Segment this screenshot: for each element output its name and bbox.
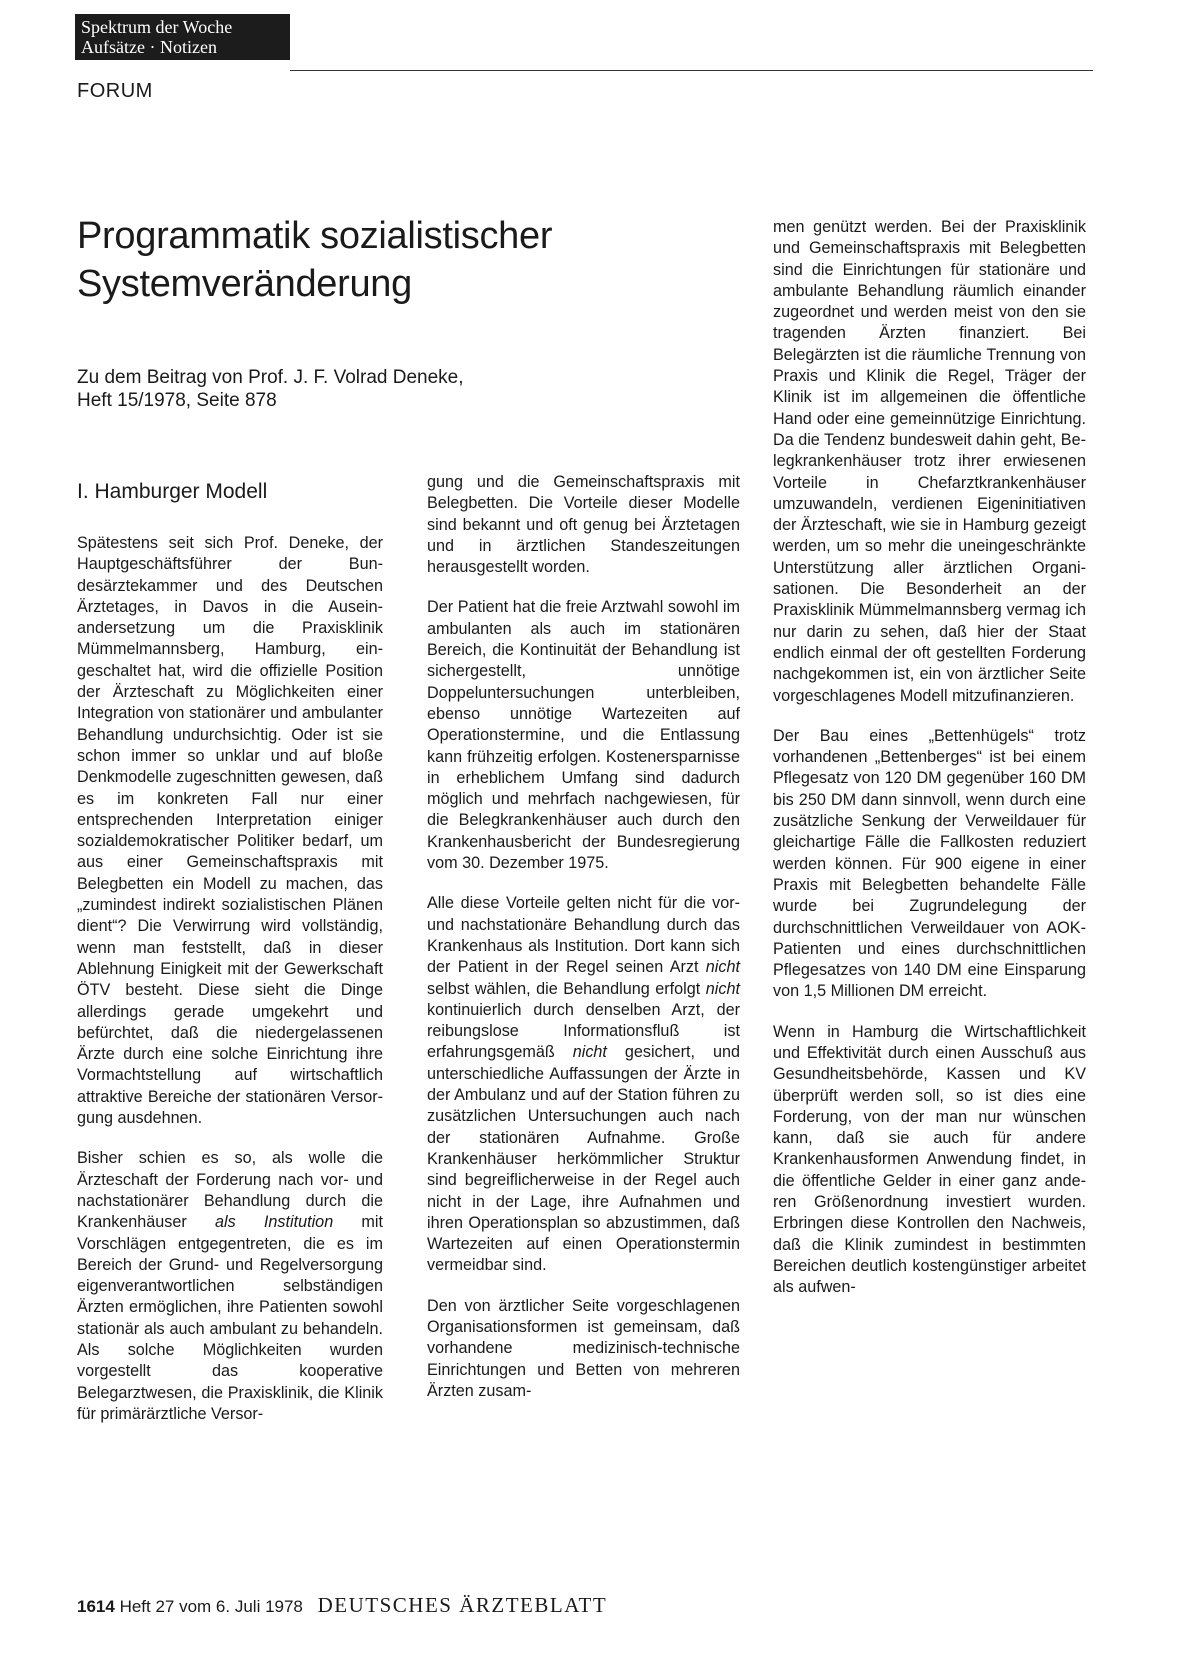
paragraph: [77, 1148, 383, 1425]
paragraph: men genützt werden. Bei der Praxisklinik und Gemeinschaftspraxis mit Belegbetten sind die Einrichtungen für stationäre und ambulante Behandlung räumlich einander zugeordnet und werden meist von den sie tragenden Ärzten finanziert. Bei Belegärzten ist die räumliche Trennung von Praxis und Klinik die Regel, Träger der Klinik ist im allgemeinen die öffentliche Hand oder eine gemeinnützige Einrichtung. Da die Tendenz bundesweit dahin geht, Belegkrankenhäuser trotz ihrer erwiesenen Vorteile in Chefarztkrankenhäuser umzuwandeln, verdienen Eigeninitiativen der Ärzteschaft, wie sie in Hamburg gezeigt werden, um so mehr die uneingeschränkte Unterstützung aller ärztlichen Organisationen. Die Besonderheit an der Praxisklinik Mümmelmannsberg vermag ich nur darin zu sehen, daß hier der Staat endlich einmal der oft gestellten Forderung nachgekommen ist, ein von ärztlicher Seite vorgeschlagenes Modell mitzufinanzieren.: [773, 218, 1086, 705]
paragraph: Spätestens seit sich Prof. Deneke, der Hauptgeschäftsführer der Bundesärztekammer und des Deutschen Ärztetages, in Davos in die Auseinandersetzung um die Praxisklinik Mümmelmannsberg, Hamburg, eingeschaltet hat, wird die offizielle Position der Ärzteschaft zu Möglichkeiten einer Integration von stationärer und ambulanter Behandlung undurchsichtig. Oder ist sie schon immer so unklar und auf bloße Denkmodelle zugeschnitten gewesen, daß es im konkreten Fall nur einer entsprechenden Interpretation einiger sozialdemokratischer Politiker bedarf, um aus einer Gemeinschaftspraxis mit Belegbetten ein Modell zu machen, das „zumindest indirekt sozialistischen Plänen dient“? Die Verwirrung wird vollständig, wenn man feststellt, daß in dieser Ablehnung Einigkeit mit der Gewerkschaft ÖTV besteht. Diese sieht die Dinge allerdings gerade umgekehrt und befürchtet, daß die niedergelassenen Ärzte durch eine solche Einrichtung ihre Vormachtstellung auf wirtschaftlich attraktive Bereiche der stationären Versorgung ausdehnen.: [77, 534, 383, 1128]
text-span: selbst wählen, die Behandlung erfolgt: [427, 979, 706, 998]
text-span: Bisher schien es so, als wolle die Ärzteschaft der Forderung nach vor- und nachstationärer Behandlung durch die Krankenhäuser: [77, 1149, 383, 1232]
article-subtitle: [77, 366, 637, 412]
section-badge: [75, 14, 290, 60]
subtitle-line2: Heft 15/1978, Seite 878: [77, 390, 277, 411]
subtitle-line1: Zu dem Beitrag von Prof. J. F. Volrad Deneke,: [77, 367, 464, 388]
title-line2: Systemveränderung: [77, 263, 412, 305]
paragraph: Wenn in Hamburg die Wirtschaftlichkeit und Effektivität durch einen Ausschuß aus Gesundheitsbehörde, Kassen und KV überprüft werden soll, so ist dies eine Forderung, von der man nur wünschen kann, daß sie auch für andere Krankenhausformen Anwendung findet, in die öffentliche Gelder in einer ganz anderen Größenordnung investiert wurden. Erbringen diese Kontrollen den Nachweis, daß die Klinik zumindest in bestimmten Bereichen deutlich kostengünstiger arbeitet als aufwen-: [773, 1022, 1086, 1297]
rubric-label: FORUM: [77, 80, 153, 102]
issue-info: Heft 27 vom 6. Juli 1978: [119, 1597, 303, 1616]
section-heading: I. Hamburger Modell: [77, 480, 268, 503]
section-badge-line1: Spektrum der Woche: [81, 17, 233, 37]
text-column-3: [773, 217, 1086, 1318]
paragraph: Der Patient hat die freie Arztwahl sowohl im ambulanten als auch im stationären Bereich, die Kontinuität der Behandlung ist sichergestellt, unnötige Doppeluntersuchungen unterbleiben, ebenso unnötige Wartezeiten auf Operationstermine, und die Entlassung kann frühzeitig erfolgen. Kostenersparnisse in erheblichem Umfang sind dadurch möglich und mehrfach nachgewiesen, für die Belegkrankenhäuser auch durch den Krankenhausbericht der Bundesregierung vom 30. Dezember 1975.: [427, 598, 740, 873]
emphasis: nicht: [705, 958, 740, 977]
emphasis: nicht: [705, 979, 740, 998]
title-line1: Programmatik sozialistischer: [77, 215, 553, 257]
text-span: gesichert, und unterschiedliche Auffassungen der Ärzte in der Ambulanz und auf der Station führen zu zusätzlichen Untersuchungen auch nach der stationären Aufnahme. Große Krankenhäuser herkömmlicher Struktur sind begreiflicherweise in der Regel auch nicht in der Lage, ihre Aufnahmen und ihren Operationsplan so abzustimmen, daß Wartezeiten auf einen Operationstermin vermeidbar sind.: [427, 1043, 740, 1275]
text-span: Alle diese Vorteile gelten nicht für die vor- und nachstationäre Behandlung durch das Krankenhaus als Institution. Dort kann sich der Patient in der Regel seinen Arzt: [427, 894, 740, 977]
paragraph: Den von ärztlicher Seite vorgeschlagenen Organisationsformen ist gemeinsam, daß vorhandene medizinisch-technische Einrichtungen und Betten von mehreren Ärzten zusam-: [427, 1296, 740, 1400]
paragraph: [427, 893, 740, 1276]
journal-name: DEUTSCHES ÄRZTEBLATT: [317, 1593, 608, 1617]
paragraph: gung und die Gemeinschaftspraxis mit Belegbetten. Die Vorteile dieser Modelle sind bekannt und oft genug bei Ärztetagen und in ärztlichen Standeszeitungen herausgestellt worden.: [427, 473, 740, 577]
text-span: mit Vorschlägen entgegentreten, die es im Bereich der Grund- und Regelversorgung eigenverantwortlichen selbständigen Ärzten ermöglichen, ihre Patienten sowohl stationär als auch ambulant zu behandeln. Als solche Möglichkeiten wurden vorgestellt das kooperative Belegarztwesen, die Praxisklinik, die Klinik für primärärztliche Versor-: [77, 1213, 383, 1423]
article-title: [77, 212, 677, 308]
section-badge-line2: Aufsätze · Notizen: [81, 37, 217, 57]
text-column-1: [77, 533, 383, 1444]
text-column-2: [427, 472, 740, 1421]
paragraph: Der Bau eines „Bettenhügels“ trotz vorhandenen „Bettenberges“ ist bei einem Pflegesatz von 120 DM gegenüber 160 DM bis 250 DM dann sinnvoll, wenn durch eine zusätzliche Senkung der Verweildauer für gleichartige Fälle die Fallkosten reduziert werden können. Für 900 eigene in einer Praxis mit Belegbetten behandelte Fälle wurde bei Zugrundelegung der durchschnittlichen Verweildauer von AOK-Patienten und eines durchschnittlichen Pflegesatzes von 140 DM eine Einsparung von 1,5 Millionen DM erreicht.: [773, 726, 1086, 1001]
text-span: kontinuierlich durch denselben Arzt, der reibungslose Informationsfluß ist erfahrungsgemäß: [427, 1000, 740, 1062]
emphasis: als Institution: [215, 1213, 334, 1232]
page-footer: [77, 1593, 607, 1618]
emphasis: nicht: [572, 1043, 607, 1062]
top-rule: [290, 70, 1093, 71]
page-number: 1614: [77, 1597, 115, 1616]
